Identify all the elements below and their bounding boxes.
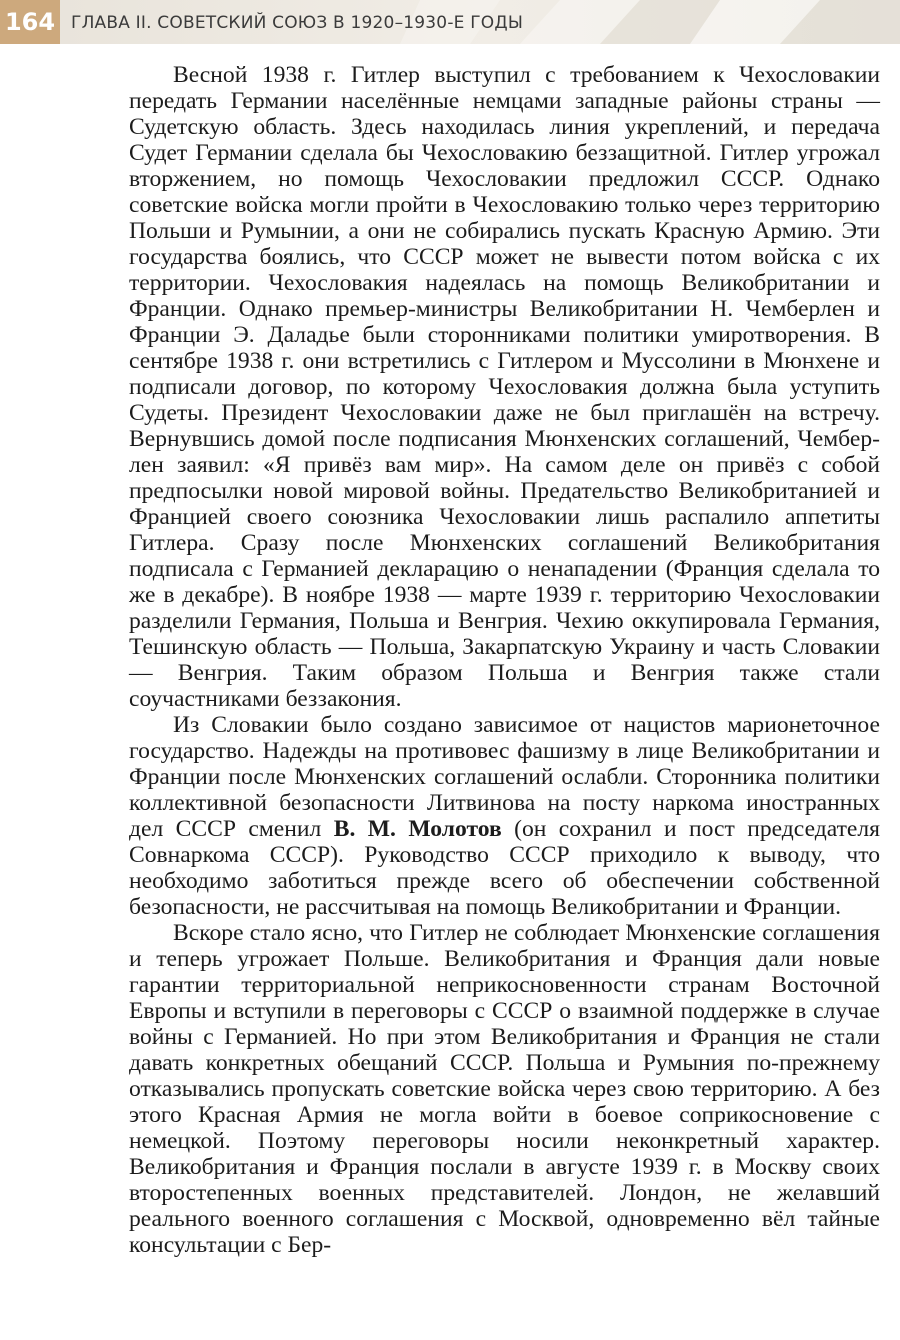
paragraph-1: Весной 1938 г. Гитлер выступил с требованием к Чехословакии передать Германии населённые немцами западные районы страны — Судетскую область. Здесь находилась линия укреплений, и передача Судет Германии сделала бы Чехословакию беззащитной. Гитлер угрожал вторжением, но помощь Чехословакии предложил СССР. Однако советские войска могли пройти в Чехословакию только через территорию Польши и Румынии, а они не собирались пускать Красную Армию. Эти государства боялись, что СССР может не вывести потом войска с их территории. Чехословакия надеялась на помощь Великобритании и Франции. Однако премьер-министры Великобритании Н. Чемберлен и Франции Э. Даладье были сторонниками политики умиротворения. В сентябре 1938 г. они встретились с Гитлером и Муссолини в Мюнхене и подписали договор, по которому Чехословакия должна была уступить Судеты. Президент Чехословакии даже не был приглашён на встречу. Вернувшись домой после подписания Мюнхенских соглашений, Чемберлен заявил: «Я привёз вам мир». На самом деле он привёз с собой предпосылки новой мировой войны. Предательство Великобританией и Францией своего союзника Чехословакии лишь распалило аппетиты Гитлера. Сразу после Мюнхенских соглашений Великобритания подписала с Германией декларацию о ненападении (Франция сделала то же в декабре). В ноябре 1938 — марте 1939 г. территорию Чехословакии разделили Германия, Польша и Венгрия. Чехию оккупировала Германия, Тешинскую область — Польша, Закарпатскую Украину и часть Словакии — Венгрия. Таким образом Польша и Венгрия также стали соучастниками беззакония.: [129, 62, 880, 712]
paragraph-2: [129, 712, 880, 920]
page-header: [0, 0, 900, 44]
paragraph-2-text-before: Из Словакии было создано зависимое от нацистов марионеточное государство. Надежды на противовес фашизму в лице Великобритании и Франции после Мюнхенских соглашений ослабли. Сторонника политики коллективной безопасности Литвинова на посту наркома иностранных дел СССР сменил: [129, 712, 880, 842]
chapter-title: ГЛАВА II. СОВЕТСКИЙ СОЮЗ В 1920–1930-Е ГОДЫ: [71, 13, 524, 33]
page-number: 164: [0, 0, 60, 44]
paragraph-3: Вскоре стало ясно, что Гитлер не соблюдает Мюнхенские соглашения и теперь угрожает Польше. Великобритания и Франция дали новые гарантии территориальной неприкосновенности странам Восточной Европы и вступили в переговоры с СССР о взаимной поддержке в случае войны с Германией. Но при этом Великобритания и Франция не стали давать конкретных обещаний СССР. Польша и Румыния по-прежнему отказывались пропускать советские войска через свою территорию. А без этого Красная Армия не могла войти в боевое соприкосновение с немецкой. Поэтому переговоры носили неконкретный характер. Великобритания и Франция послали в августе 1939 г. в Москву своих второстепенных военных представителей. Лондон, не желавший реального военного соглашения с Москвой, одновременно вёл тайные консультации с Бер-: [129, 920, 880, 1258]
paragraph-2-text-after: (он сохранил и пост председателя Совнаркома СССР). Руководство СССР приходило к выводу, что необходимо заботиться прежде всего об обеспечении собственной безопасности, не рассчитывая на помощь Великобритании и Франции.: [129, 816, 880, 920]
bold-name-molotov: В. М. Молотов: [333, 816, 502, 842]
main-text: [129, 62, 880, 1258]
